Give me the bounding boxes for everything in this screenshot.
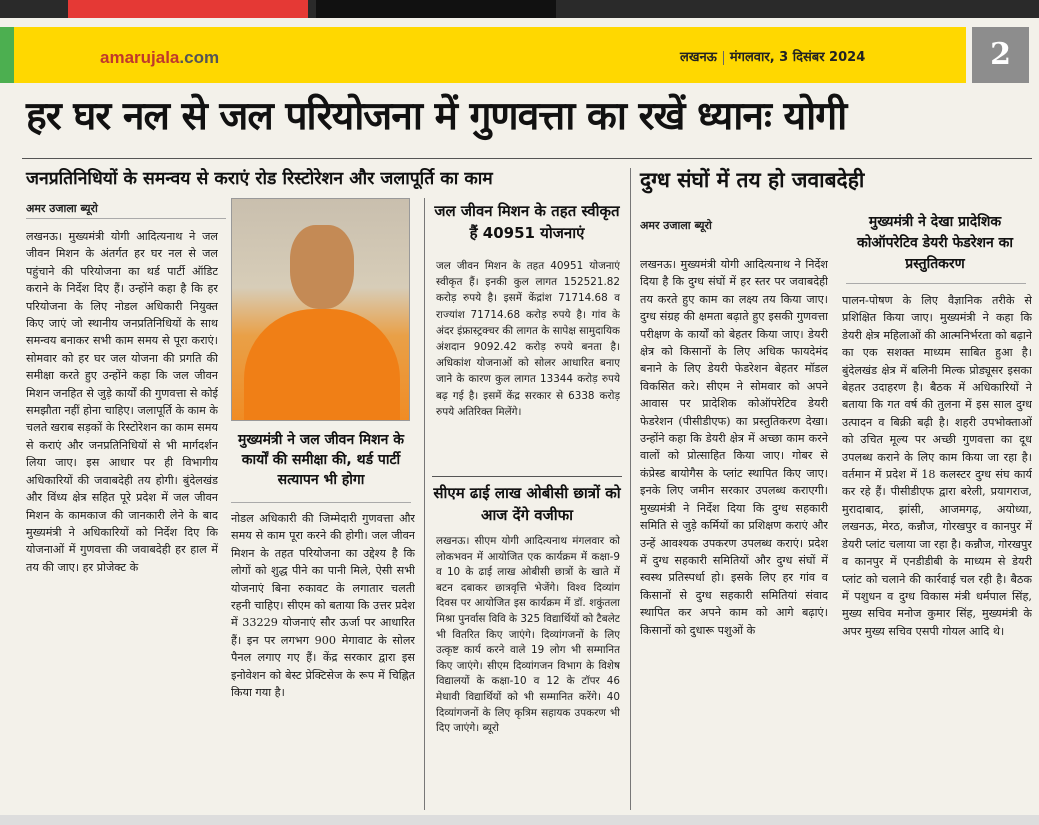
box2-title: सीएम ढाई लाख ओबीसी छात्रों को आज देंगे वजीफा	[433, 484, 621, 524]
article1-byline: अमर उजाला ब्यूरो	[26, 202, 98, 215]
masthead-dateline	[680, 47, 865, 65]
page-number-badge: 2	[972, 27, 1029, 83]
box-title-rule	[846, 283, 1026, 284]
box2-text: लखनऊ। सीएम योगी आदित्यनाथ मंगलवार को लोकभवन में आयोजित एक कार्यक्रम में कक्षा-9 व 10 के ढाई लाख ओबीसी छात्रों के खाते में बटन दबाकर छात्रवृत्ति भेजेंगे। विश्व दिव्यांग दिवस पर आयोजित इस कार्यक्रम में डॉ. शकुंतला मिश्रा पुनर्वास विवि के 325 विद्यार्थियों को टैबलेट भी वितरित किए जाएंगे। दिव्यांगजनों के लिए उत्कृष्ट कार्य करने वाले 19 लोग भी सम्मानित किए जाएंगे। सीएम दिव्यांगजन विभाग के विशेष विद्यालयों के कक्षा-10 व 12 के टॉपर 46 मेधावी विद्यार्थियों को भी सम्मानित करेंगे। 40 दिव्यांगजनों के लिए कृत्रिम सहायक उपकरण भी दिए जाएंगे। ब्यूरो	[436, 535, 620, 735]
masthead-left-accent	[0, 27, 14, 83]
article2-column1: लखनऊ। मुख्यमंत्री योगी आदित्यनाथ ने निर्देश दिया है कि दुग्ध संघों में हर स्तर पर जवाबदेही तय करते हुए काम का लक्ष्य तय किया जाए। दुग्ध संग्रह की क्षमता बढ़ाते हुए इसकी गुणवत्ता परीक्षण के कार्यों को बेहतर किया जाए। डेयरी क्षेत्र को किसानों के लिए अधिक फायदेमंद बनाने के लिए डेयरी फेडरेशन बेहतर मॉडल विकसित करे। सीएम ने सोमवार को अपने आवास पर प्रादेशिक कोऑपरेटिव डेयरी फेडरेशन (पीसीडीएफ) का प्रस्तुतिकरण देखा। उन्होंने कहा कि डेयरी क्षेत्र में अच्छा काम करने वालों को प्रोत्साहित किया जाए। गोबर से कंप्रेस्ड बायोगैस के प्लांट स्थापित किए जाए। इनके लिए जमीन सरकार उपलब्ध कराएगी। मुख्यमंत्री ने निर्देश दिया कि दुग्ध सहकारी समिति से जुड़े कर्मियों का प्रशिक्षण कराएं और उन्हें आवश्यक उपकरण उपलब्ध कराएं। प्रदेश में दुग्ध सहकारी समितियों और दुग्ध संघों में स्वस्थ प्रतिस्पर्धा हो। इसके लिए हर गांव व किसानों से दुग्ध सहकारी समितियां संवाद स्थापित कर अपने काम को आगे बढ़ाएं। किसानों को दुधारू पशुओं के	[640, 258, 828, 637]
caption-rule	[231, 502, 411, 503]
cm-photo	[231, 198, 410, 421]
top-strip-red-segment	[68, 0, 308, 18]
headline-rule	[22, 158, 1032, 159]
photo-caption: मुख्यमंत्री ने जल जीवन मिशन के कार्यों की समीक्षा की, थर्ड पार्टी सत्यापन भी होगा	[237, 432, 405, 488]
top-strip-dark-segment	[316, 0, 556, 18]
article2-box-title: मुख्यमंत्री ने देखा प्रादेशिक कोऑपरेटिव डेयरी फेडरेशन का प्रस्तुतिकरण	[856, 214, 1014, 272]
article2-headline: दुग्ध संघों में तय हो जवाबदेही	[640, 168, 865, 192]
article1-subhead: जनप्रतिनिधियों के समन्वय से कराएं रोड रिस्टोरेशन और जलापूर्ति का काम	[26, 169, 493, 189]
article2-byline: अमर उजाला ब्यूरो	[640, 219, 712, 232]
browser-top-strip	[0, 0, 1039, 18]
box-separator	[432, 476, 622, 477]
masthead-city: लखनऊ	[680, 50, 717, 65]
column-divider-2	[630, 168, 631, 810]
byline-rule	[26, 218, 226, 219]
masthead-logo[interactable]	[100, 48, 219, 68]
article2-column2: पालन-पोषण के लिए वैज्ञानिक तरीके से प्रशिक्षित किया जाए। मुख्यमंत्री ने कहा कि डेयरी क्षेत्र महिलाओं की आत्मनिर्भरता को बढ़ाने का एक सशक्त माध्यम साबित हुआ है। बुंदेलखंड क्षेत्र में बलिनी मिल्क प्रोड्यूसर इसका बेहतर उदाहरण है। बैठक में अधिकारियों ने बताया कि गत वर्ष की तुलना में इस साल दुग्ध उत्पादन व बिक्री बढ़ी है। शहरी उपभोक्ताओं को उचित मूल्य पर अच्छी गुणवत्ता का दूध उपलब्ध कराने के लिए काम किया जा रहा है। वर्तमान में प्रदेश में 18 कलस्टर दुग्ध संघ कार्य कर रहे हैं। पीसीडीएफ द्वारा बरेली, प्रयागराज, मुरादाबाद, झांसी, आजमगढ़, अयोध्या, लखनऊ, मेरठ, कन्नौज, गोरखपुर व कानपुर में डेयरी प्लांट चलाया जा रहा है। कन्नौज, गोरखपुर व कानपुर में एनडीडीबी के माध्यम से डेयरी प्लांट को चलाने की कार्रवाई चल रही है। बैठक में पशुधन व दुग्ध विकास मंत्री धर्मपाल सिंह, मुख्य सचिव मनोज कुमार सिंह, मुख्यमंत्री के अपर मुख्य सचिव एसपी गोयल आदि थे।	[842, 294, 1032, 638]
logo-domain: .com	[179, 48, 220, 67]
logo-main: amarujala	[100, 48, 180, 67]
bottom-clipped-strip	[0, 815, 1039, 825]
page-headline: हर घर नल से जल परियोजना में गुणवत्ता का रखें ध्यानः योगी	[26, 94, 847, 139]
box1-text: जल जीवन मिशन के तहत 40951 योजनाएं स्वीकृत हैं। इनकी कुल लागत 152521.82 करोड़ रुपये है। इसमें केंद्रांश 71714.68 व राज्यांश 71714.68 करोड़ रुपये है। गांव के अंदर इंफ्रास्ट्रक्चर की लागत के सापेक्ष सामुदायिक अंशदान 9092.42 करोड़ रुपये बनता है। अधिकांश योजनाओं को सोलर आधारित बनाए जाने के कारण कुल लागत 13344 करोड़ रुपये बढ़ गई है। इसमें केंद्र सरकार से 6338 करोड़ रुपये अतिरिक्त मिलेंगे।	[436, 260, 620, 418]
article1-column2: नोडल अधिकारी की जिम्मेदारी गुणवत्ता और समय से काम पूरा करने की होगी। जल जीवन मिशन के तहत परियोजना का उद्देश्य है कि लोगों को शुद्ध पीने का पानी मिले, ऐसी सभी योजनाएं बिना रुकावट के लगातार चलती रहनी चाहिए। सीएम को बताया कि उत्तर प्रदेश में 33229 योजनाएं सौर ऊर्जा पर आधारित हैं। इन पर लगभग 900 मेगावाट के सोलर पैनल लगाए गए हैं। केंद्र सरकार द्वारा इस इनोवेशन को बेस्ट प्रेक्टिसेज के रूप में चिह्नित किया गया है।	[231, 512, 415, 700]
box1-title: जल जीवन मिशन के तहत स्वीकृत हैं 40951 योजनाएं	[434, 202, 620, 242]
article1-column1: लखनऊ। मुख्यमंत्री योगी आदित्यनाथ ने जल जीवन मिशन के अंतर्गत हर घर नल से जल पहुंचाने की परियोजना का थर्ड पार्टी ऑडिट कराने के निर्देश दिए हैं। उन्होंने कहा है कि हर परियोजना के लिए नोडल अधिकारी नियुक्त किए जाएं जो स्थानीय जनप्रतिनिधियों के साथ समन्वय बनाकर सभी काम समय से पूरा कराएं। सोमवार को हर घर जल योजना की प्रगति की समीक्षा करते हुए उन्होंने कहा कि जल जीवन मिशन जनहित से जुड़े कार्यों की गुणवत्ता से कोई समझौता नहीं होना चाहिए। जलापूर्ति के काम के चलते खराब सड़कों के रिस्टोरेशन का काम समय से कराएं और जनप्रतिनिधियों से भी मार्गदर्शन लिया जाए। इस आधार पर ही विभागीय अधिकारियों की जवाबदेही तय होगी। बुंदेलखंड और विंध्य क्षेत्र सहित पूरे प्रदेश में जल जीवन मिशन के कामकाज की जानकारी लेने के बाद मुख्यमंत्री ने अधिकारियों को निर्देश दिए कि योजनाओं में गुणवत्ता की जवाबदेही हर हाल में तय की जाए। हर प्रोजेक्ट के	[26, 230, 218, 574]
masthead-date: मंगलवार, 3 दिसंबर 2024	[729, 50, 866, 65]
column-divider-1	[424, 198, 425, 810]
